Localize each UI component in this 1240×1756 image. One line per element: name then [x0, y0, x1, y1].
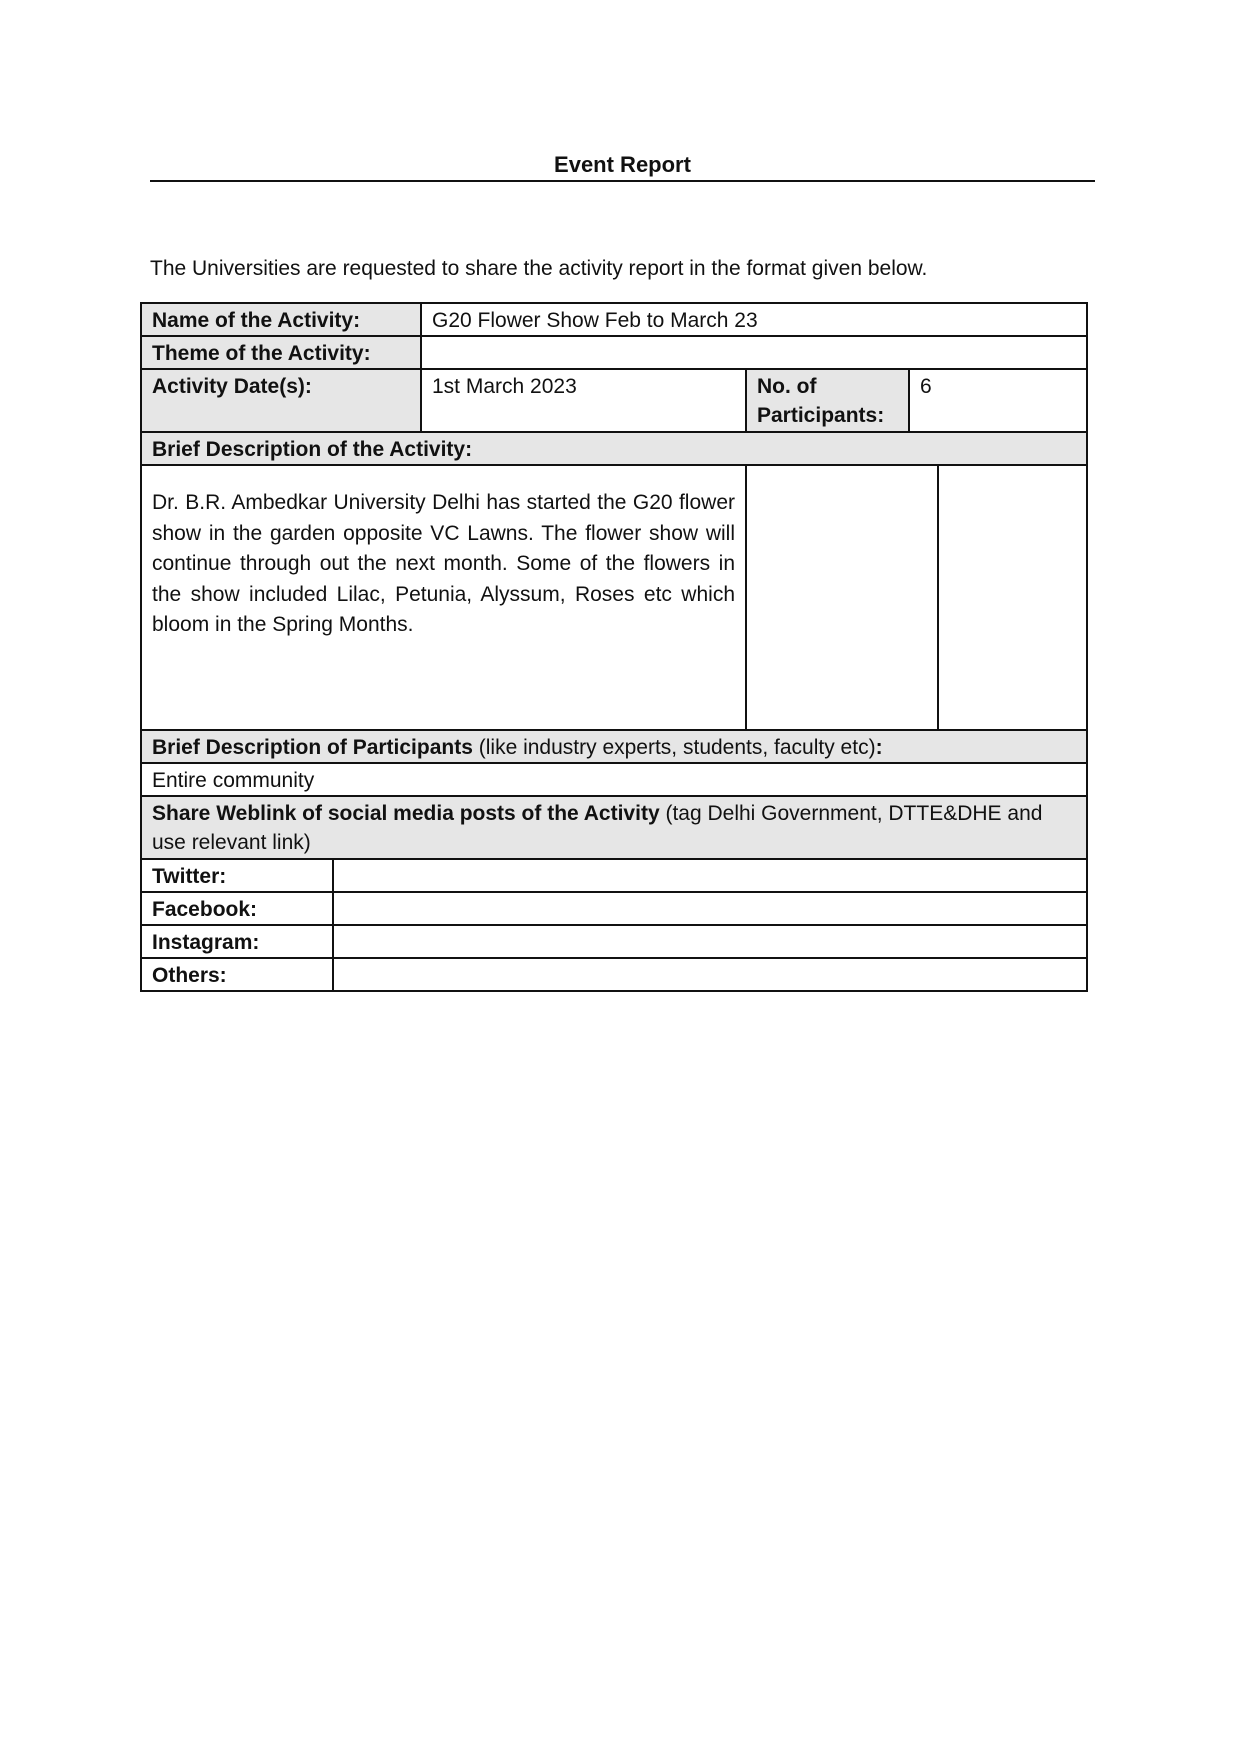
- row-description-header: [141, 432, 1087, 465]
- description-label: Brief Description of the Activity:: [141, 432, 1087, 465]
- participants-count-label: No. of Participants:: [746, 369, 909, 432]
- others-link-field: [333, 958, 1087, 991]
- participants-label-rest: (like industry experts, students, faculty etc): [472, 736, 876, 759]
- activity-name-label: Name of the Activity:: [141, 303, 421, 336]
- row-social-twitter: [141, 859, 1087, 892]
- others-label: Others:: [141, 958, 333, 991]
- social-label-rest: (tag Delhi Government, DTTE&DHE and use relevant link): [152, 802, 1043, 854]
- participants-label-bold: Brief Description of Participants: [152, 736, 473, 759]
- activity-date-label: Activity Date(s):: [141, 369, 421, 432]
- row-social-others: [141, 958, 1087, 991]
- row-participants-value: [141, 763, 1087, 796]
- intro-text: The Universities are requested to share the activity report in the format given below.: [150, 257, 928, 280]
- instagram-link-field: [333, 925, 1087, 958]
- participants-value: Entire community: [141, 763, 1087, 796]
- event-report-table: [140, 302, 1088, 992]
- activity-name-value: G20 Flower Show Feb to March 23: [421, 303, 1087, 336]
- instagram-label: Instagram:: [141, 925, 333, 958]
- twitter-label: Twitter:: [141, 859, 333, 892]
- facebook-link-field: [333, 892, 1087, 925]
- row-activity-theme: [141, 336, 1087, 369]
- description-text: Dr. B.R. Ambedkar University Delhi has started the G20 flower show in the garden opposite VC Lawns. The flower show will continue through out the next month. Some of the flowers in the show included Lilac, Petunia, Alyssum, Roses etc which bloom in the Spring Months.: [141, 465, 746, 730]
- row-activity-name: [141, 303, 1087, 336]
- row-description-body: [141, 465, 1087, 730]
- participants-label-colon: :: [875, 736, 883, 759]
- participants-count-value: 6: [909, 369, 1087, 432]
- row-social-instagram: [141, 925, 1087, 958]
- document-title: Event Report: [150, 150, 1095, 182]
- activity-theme-label: Theme of the Activity:: [141, 336, 421, 369]
- activity-theme-value: [421, 336, 1087, 369]
- facebook-label: Facebook:: [141, 892, 333, 925]
- description-photo-cell-1: [746, 465, 938, 730]
- social-label: [141, 796, 1087, 859]
- twitter-link-field: [333, 859, 1087, 892]
- activity-date-value: 1st March 2023: [421, 369, 746, 432]
- row-social-facebook: [141, 892, 1087, 925]
- row-participants-header: [141, 730, 1087, 763]
- row-activity-date: [141, 369, 1087, 432]
- description-photo-cell-2: [938, 465, 1087, 730]
- participants-label: [141, 730, 1087, 763]
- social-label-bold: Share Weblink of social media posts of the Activity: [152, 802, 660, 825]
- row-social-header: [141, 796, 1087, 859]
